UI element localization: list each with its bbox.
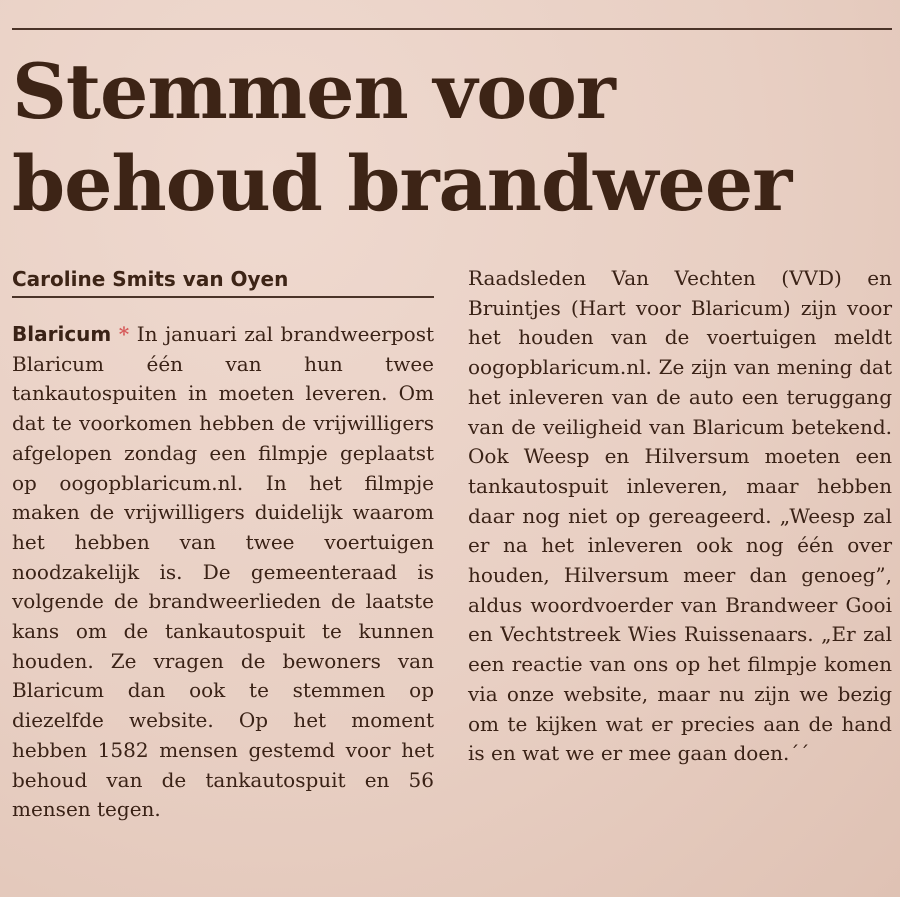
byline: Caroline Smits van Oyen xyxy=(12,264,434,298)
article-column-left xyxy=(12,320,434,825)
article-column-right: Raadsleden Van Vechten (VVD) en Bruintjes (Hart voor Blaricum) zijn voor het houden van de voertuigen meldt oogopblaricum.nl. Ze zijn van mening dat het inleveren van de auto een teruggang van de veiligheid van Blaricum betekend. Ook Weesp en Hilversum moeten een tankautospuit inleveren, maar hebben daar nog niet op gereageerd. „Weesp zal er na het inleveren ook nog één over houden, Hilversum meer dan genoeg”, aldus woordvoerder van Brandweer Gooi en Vechtstreek Wies Ruissenaars. „Er zal een reactie van ons op het filmpje komen via onze website, maar nu zijn we bezig om te kijken wat er precies aan de hand is en wat we er mee gaan doen.´´ xyxy=(468,266,892,766)
headline: Stemmen voor behoud brandweer xyxy=(12,47,792,228)
left-column-text: In januari zal brandweerpost Blaricum één van hun twee tankautospuiten in moeten leveren. Om dat te voorkomen hebben de vrijwilligers afgelopen zondag een filmpje geplaatst op oogopblaricum.nl. In het filmpje maken de vrijwilligers duidelijk waarom het hebben van twee voertuigen noodzakelijk is. De gemeenteraad is volgende de brandweerlieden de laatste kans om de tankautospuit te kunnen houden. Ze vragen de bewoners van Blaricum dan ook te stemmen op diezelfde website. Op het moment hebben 1582 mensen gestemd voor het behoud van de tankautospuit en 56 mensen tegen. xyxy=(12,322,434,822)
top-rule xyxy=(12,28,892,30)
asterisk-icon: * xyxy=(118,322,130,346)
dateline: Blaricum xyxy=(12,322,112,346)
